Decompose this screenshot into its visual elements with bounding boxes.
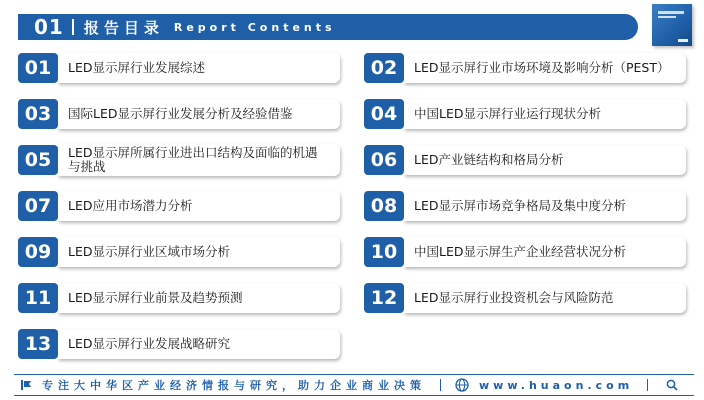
toc-label: LED产业链结构和格局分析 [404,145,686,175]
toc-number: 13 [18,329,58,359]
toc-number: 01 [18,53,58,83]
toc-label: LED显示屏市场竞争格局及集中度分析 [404,191,686,221]
footer-slogan: 专注大中华区产业经济情报与研究，助力企业商业决策 [42,379,426,392]
toc-item-11[interactable] [18,283,340,313]
globe-icon [455,378,469,392]
toc-item-02[interactable] [364,53,686,83]
footer-separator [647,379,648,391]
toc-number: 03 [18,99,58,129]
toc-number: 09 [18,237,58,267]
toc-number: 10 [364,237,404,267]
search-icon[interactable] [666,379,678,391]
toc-label: LED显示屏行业发展战略研究 [58,329,340,359]
toc-item-04[interactable] [364,99,686,129]
toc-label: LED显示屏行业区域市场分析 [58,237,340,267]
section-title: 报告目录 [83,18,164,37]
toc-item-08[interactable] [364,191,686,221]
toc-label: 中国LED显示屏行业运行现状分析 [404,99,686,129]
toc-item-12[interactable] [364,283,686,313]
toc-item-10[interactable] [364,237,686,267]
footer-separator [440,379,441,391]
header-divider [72,19,74,35]
toc-item-03[interactable] [18,99,340,129]
toc-label: 国际LED显示屏行业发展分析及经验借鉴 [58,99,340,129]
footer-bar [14,374,694,396]
toc-number: 12 [364,283,404,313]
toc-number: 11 [18,283,58,313]
cover-subtitle-bar [658,16,676,18]
toc-label: 中国LED显示屏生产企业经营状况分析 [404,237,686,267]
toc-item-07[interactable] [18,191,340,221]
toc-label: LED应用市场潜力分析 [58,191,340,221]
toc-item-09[interactable] [18,237,340,267]
report-cover-thumbnail [652,4,692,46]
toc-label: LED显示屏所属行业进出口结构及面临的机遇与挑战 [58,144,340,176]
toc-label: LED显示屏行业投资机会与风险防范 [404,283,686,313]
cover-title-bar [658,11,684,14]
toc-item-13[interactable] [18,329,340,359]
section-subtitle: Report Contents [173,20,336,34]
toc-number: 06 [364,145,404,175]
footer-url[interactable]: www.huaon.com [479,378,634,392]
section-number: 01 [34,15,64,39]
toc-label: LED显示屏行业市场环境及影响分析（PEST） [404,53,686,83]
toc-number: 02 [364,53,404,83]
toc-number: 05 [18,145,58,175]
toc-item-06[interactable] [364,145,686,175]
toc-item-05[interactable] [18,144,340,176]
toc-number: 04 [364,99,404,129]
toc-item-01[interactable] [18,53,340,83]
toc-label: LED显示屏行业发展综述 [58,53,340,83]
toc-number: 07 [18,191,58,221]
toc-label: LED显示屏行业前景及趋势预测 [58,283,340,313]
toc-number: 08 [364,191,404,221]
cover-logo-mark [678,39,688,42]
section-header [18,14,638,40]
flag-icon [20,379,32,391]
